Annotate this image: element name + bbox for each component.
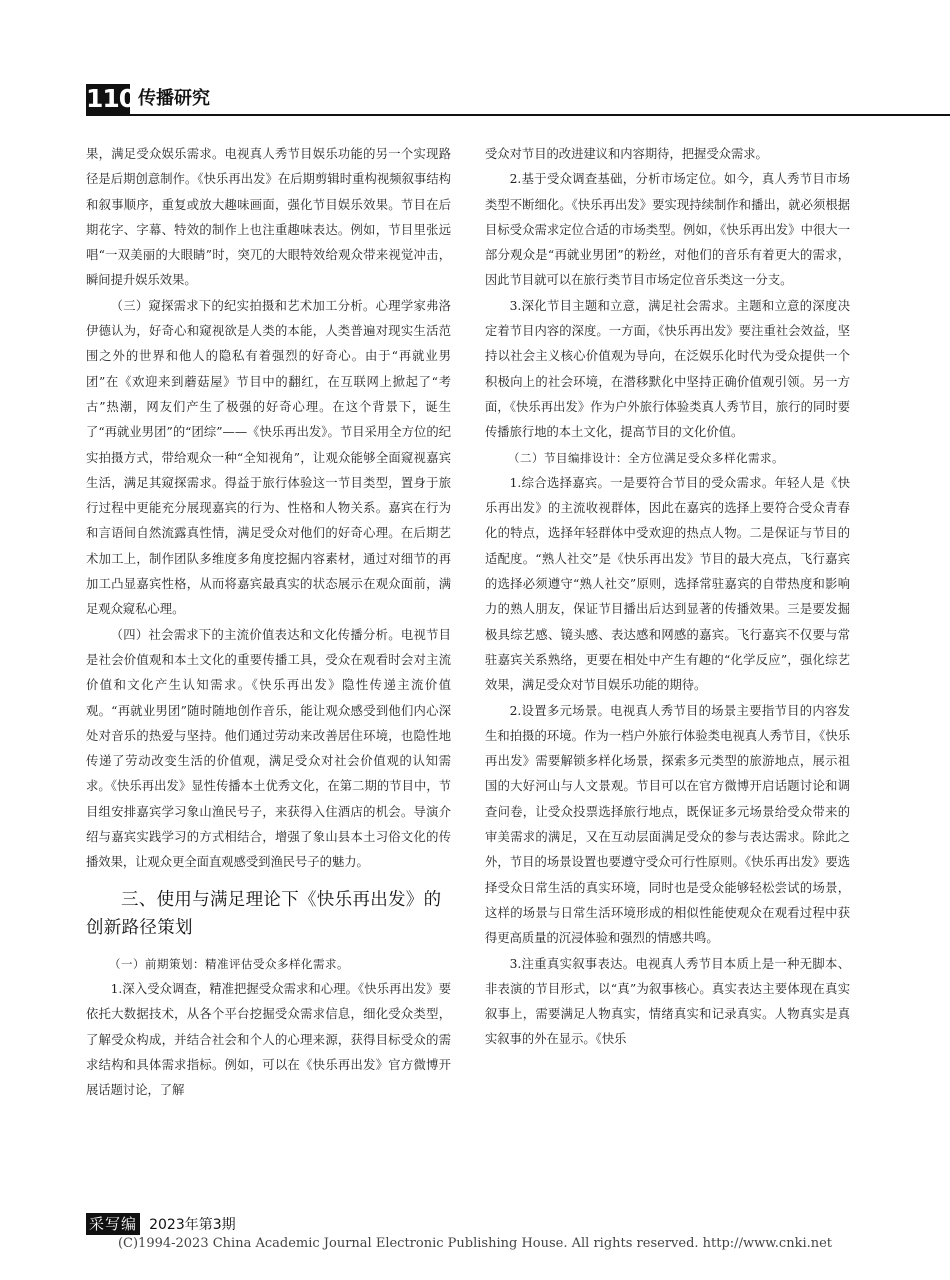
paragraph: 1.综合选择嘉宾。一是要符合节目的受众需求。年轻人是《快乐再出发》的主流收视群体，因此在嘉宾的选择上要符合受众青春化的特点，选择年轻群体中受欢迎的热点人物。二是保证与节目的适配度。“熟人社交”是《快乐再出发》节目的最大亮点，飞行嘉宾的选择必须遵守“熟人社交”原则，选择常驻嘉宾的自带热度和影响力的熟人朋友，保证节目播出后达到显著的传播效果。三是要发掘极具综艺感、镜头感、表达感和网感的嘉宾。飞行嘉宾不仅要与常驻嘉宾关系熟络，更要在相处中产生有趣的“化学反应”，强化综艺效果，满足受众对节目娱乐功能的期待。 [485, 475, 850, 693]
paragraph: 3.注重真实叙事表达。电视真人秀节目本质上是一种无脚本、非表演的节目形式，以“真”为叙事核心。真实表达主要体现在真实叙事上，需要满足人物真实，情绪真实和记录真实。人物真实是真实叙事的外在显示。《快乐 [485, 956, 850, 1047]
right-column [485, 142, 850, 1053]
issue-label: 2023年第3期 [149, 1217, 236, 1233]
paragraph: 2.设置多元场景。电视真人秀节目的场景主要指节目的内容发生和拍摄的环境。作为一档户外旅行体验类电视真人秀节目，《快乐再出发》需要解锁多样化场景，探索多元类型的旅游地点，展示祖国的大好河山与人文景观。节目可以在官方微博开启话题讨论和调查问卷，让受众投票选择旅行地点，既保证多元场景给受众带来的审美需求的满足，又在互动层面满足受众的参与表达需求。除此之外，节目的场景设置也要遵守受众可行性原则。《快乐再出发》要选择受众日常生活的真实环境，同时也是受众能够轻松尝试的场景，这样的场景与日常生活环境形成的相似性能使观众在观看过程中获得更高质量的沉浸体验和强烈的情感共鸣。 [485, 703, 850, 946]
page-header [86, 84, 950, 118]
subsection-heading: （三）窥探需求下的纪实拍摄和艺术加工分析。 [110, 298, 376, 313]
page-footer [86, 1213, 236, 1235]
paragraph-body: 电视节目是社会价值观和本土文化的重要传播工具，受众在观看时会对主流价值和文化产生认知需求。《快乐再出发》隐性传递主流价值观。“再就业男团”随时随地创作音乐，能让观众感受到他们内心深处对音乐的热爱与坚持。他们通过劳动来改善居住环境，也隐性地传递了劳动改变生活的价值观，满足受众对社会价值观的认知需求。《快乐再出发》显性传播本土优秀文化，在第二期的节目中，节目组安排嘉宾学习象山渔民号子，来获得入住酒店的机会。导演介绍与嘉宾实践学习的方式相结合，增强了象山县本土习俗文化的传播效果，让观众更全面直观感受到渔民号子的魅力。 [86, 627, 451, 870]
paragraph: 受众对节目的改进建议和内容期待，把握受众需求。 [485, 147, 768, 161]
left-column [86, 142, 451, 1103]
section-heading: 三、使用与满足理论下《快乐再出发》的创新路径策划 [86, 889, 442, 938]
subsection-heading: （四）社会需求下的主流价值表达和文化传播分析。 [110, 627, 401, 642]
paragraph [86, 623, 451, 876]
section-title: 传播研究 [138, 88, 210, 109]
paragraph: 果，满足受众娱乐需求。电视真人秀节目娱乐功能的另一个实现路径是后期创意制作。《快乐再出发》在后期剪辑时重构视频叙事结构和叙事顺序，重复或放大趣味画面，强化节目娱乐效果。节目在后期花字、字幕、特效的制作上也注重趣味表达。例如，节目里张远唱“一双美丽的大眼睛”时，突兀的大眼特效给观众带来视觉冲击，瞬间提升娱乐效果。 [86, 147, 451, 288]
subsection-heading: （一）前期策划：精准评估受众多样化需求。 [109, 956, 349, 971]
paragraph: 3.深化节目主题和立意，满足社会需求。主题和立意的深度决定着节目内容的深度。一方面，《快乐再出发》要注重社会效益，坚持以社会主义核心价值观为导向，在泛娱乐化时代为受众提供一个积极向上的社会环境，在潜移默化中坚持正确价值观引领。另一方面，《快乐再出发》作为户外旅行体验类真人秀节目，旅行的同时要传播旅行地的本土文化，提高节目的文化价值。 [485, 298, 850, 440]
paragraph-body: 心理学家弗洛伊德认为，好奇心和窥视欲是人类的本能，人类普遍对现实生活范围之外的世界和他人的隐私有着强烈的好奇心。由于“再就业男团”在《欢迎来到蘑菇屋》节目中的翻红，在互联网上掀起了“考古”热潮，网友们产生了极强的好奇心理。在这个背景下，诞生了“再就业男团”的“团综”——《快乐再出发》。节目采用全方位的纪实拍摄方式，带给观众一种“全知视角”，让观众能够全面窥视嘉宾生活，满足其窥探需求。得益于旅行体验这一节目类型，置身于旅行过程中更能充分展现嘉宾的行为、性格和人物关系。嘉宾在行为和言语间自然流露真性情，满足受众对他们的好奇心理。在后期艺术加工上，制作团队多维度多角度挖掘内容素材，通过对细节的再加工凸显嘉宾性格，从而将嘉宾最真实的状态展示在观众面前，满足观众窥私心理。 [86, 298, 451, 617]
subsection-heading: （二）节目编排设计：全方位满足受众多样化需求。 [508, 450, 784, 465]
paragraph [86, 294, 451, 623]
header-rule [86, 114, 950, 116]
copyright-notice: (C)1994-2023 China Academic Journal Electronic Publishing House. All rights reserved. http://www.cnki.net [117, 1236, 833, 1251]
page-number: 110 [86, 84, 136, 113]
paragraph: 1.深入受众调查，精准把握受众需求和心理。《快乐再出发》要依托大数据技术，从各个平台挖掘受众需求信息，细化受众类型，了解受众构成，并结合社会和个人的心理来源，获得目标受众的需求结构和具体需求指标。例如，可以在《快乐再出发》官方微博开展话题讨论，了解 [86, 981, 451, 1098]
journal-logo: 采写编 [86, 1213, 140, 1235]
paragraph: 2.基于受众调查基础，分析市场定位。如今，真人秀节目市场类型不断细化。《快乐再出发》要实现持续制作和播出，就必须根据目标受众需求定位合适的市场类型。例如，《快乐再出发》中很大一部分观众是“再就业男团”的粉丝，对他们的音乐有着更大的需求，因此节目就可以在旅行类节目市场定位音乐类这一分支。 [485, 172, 850, 288]
